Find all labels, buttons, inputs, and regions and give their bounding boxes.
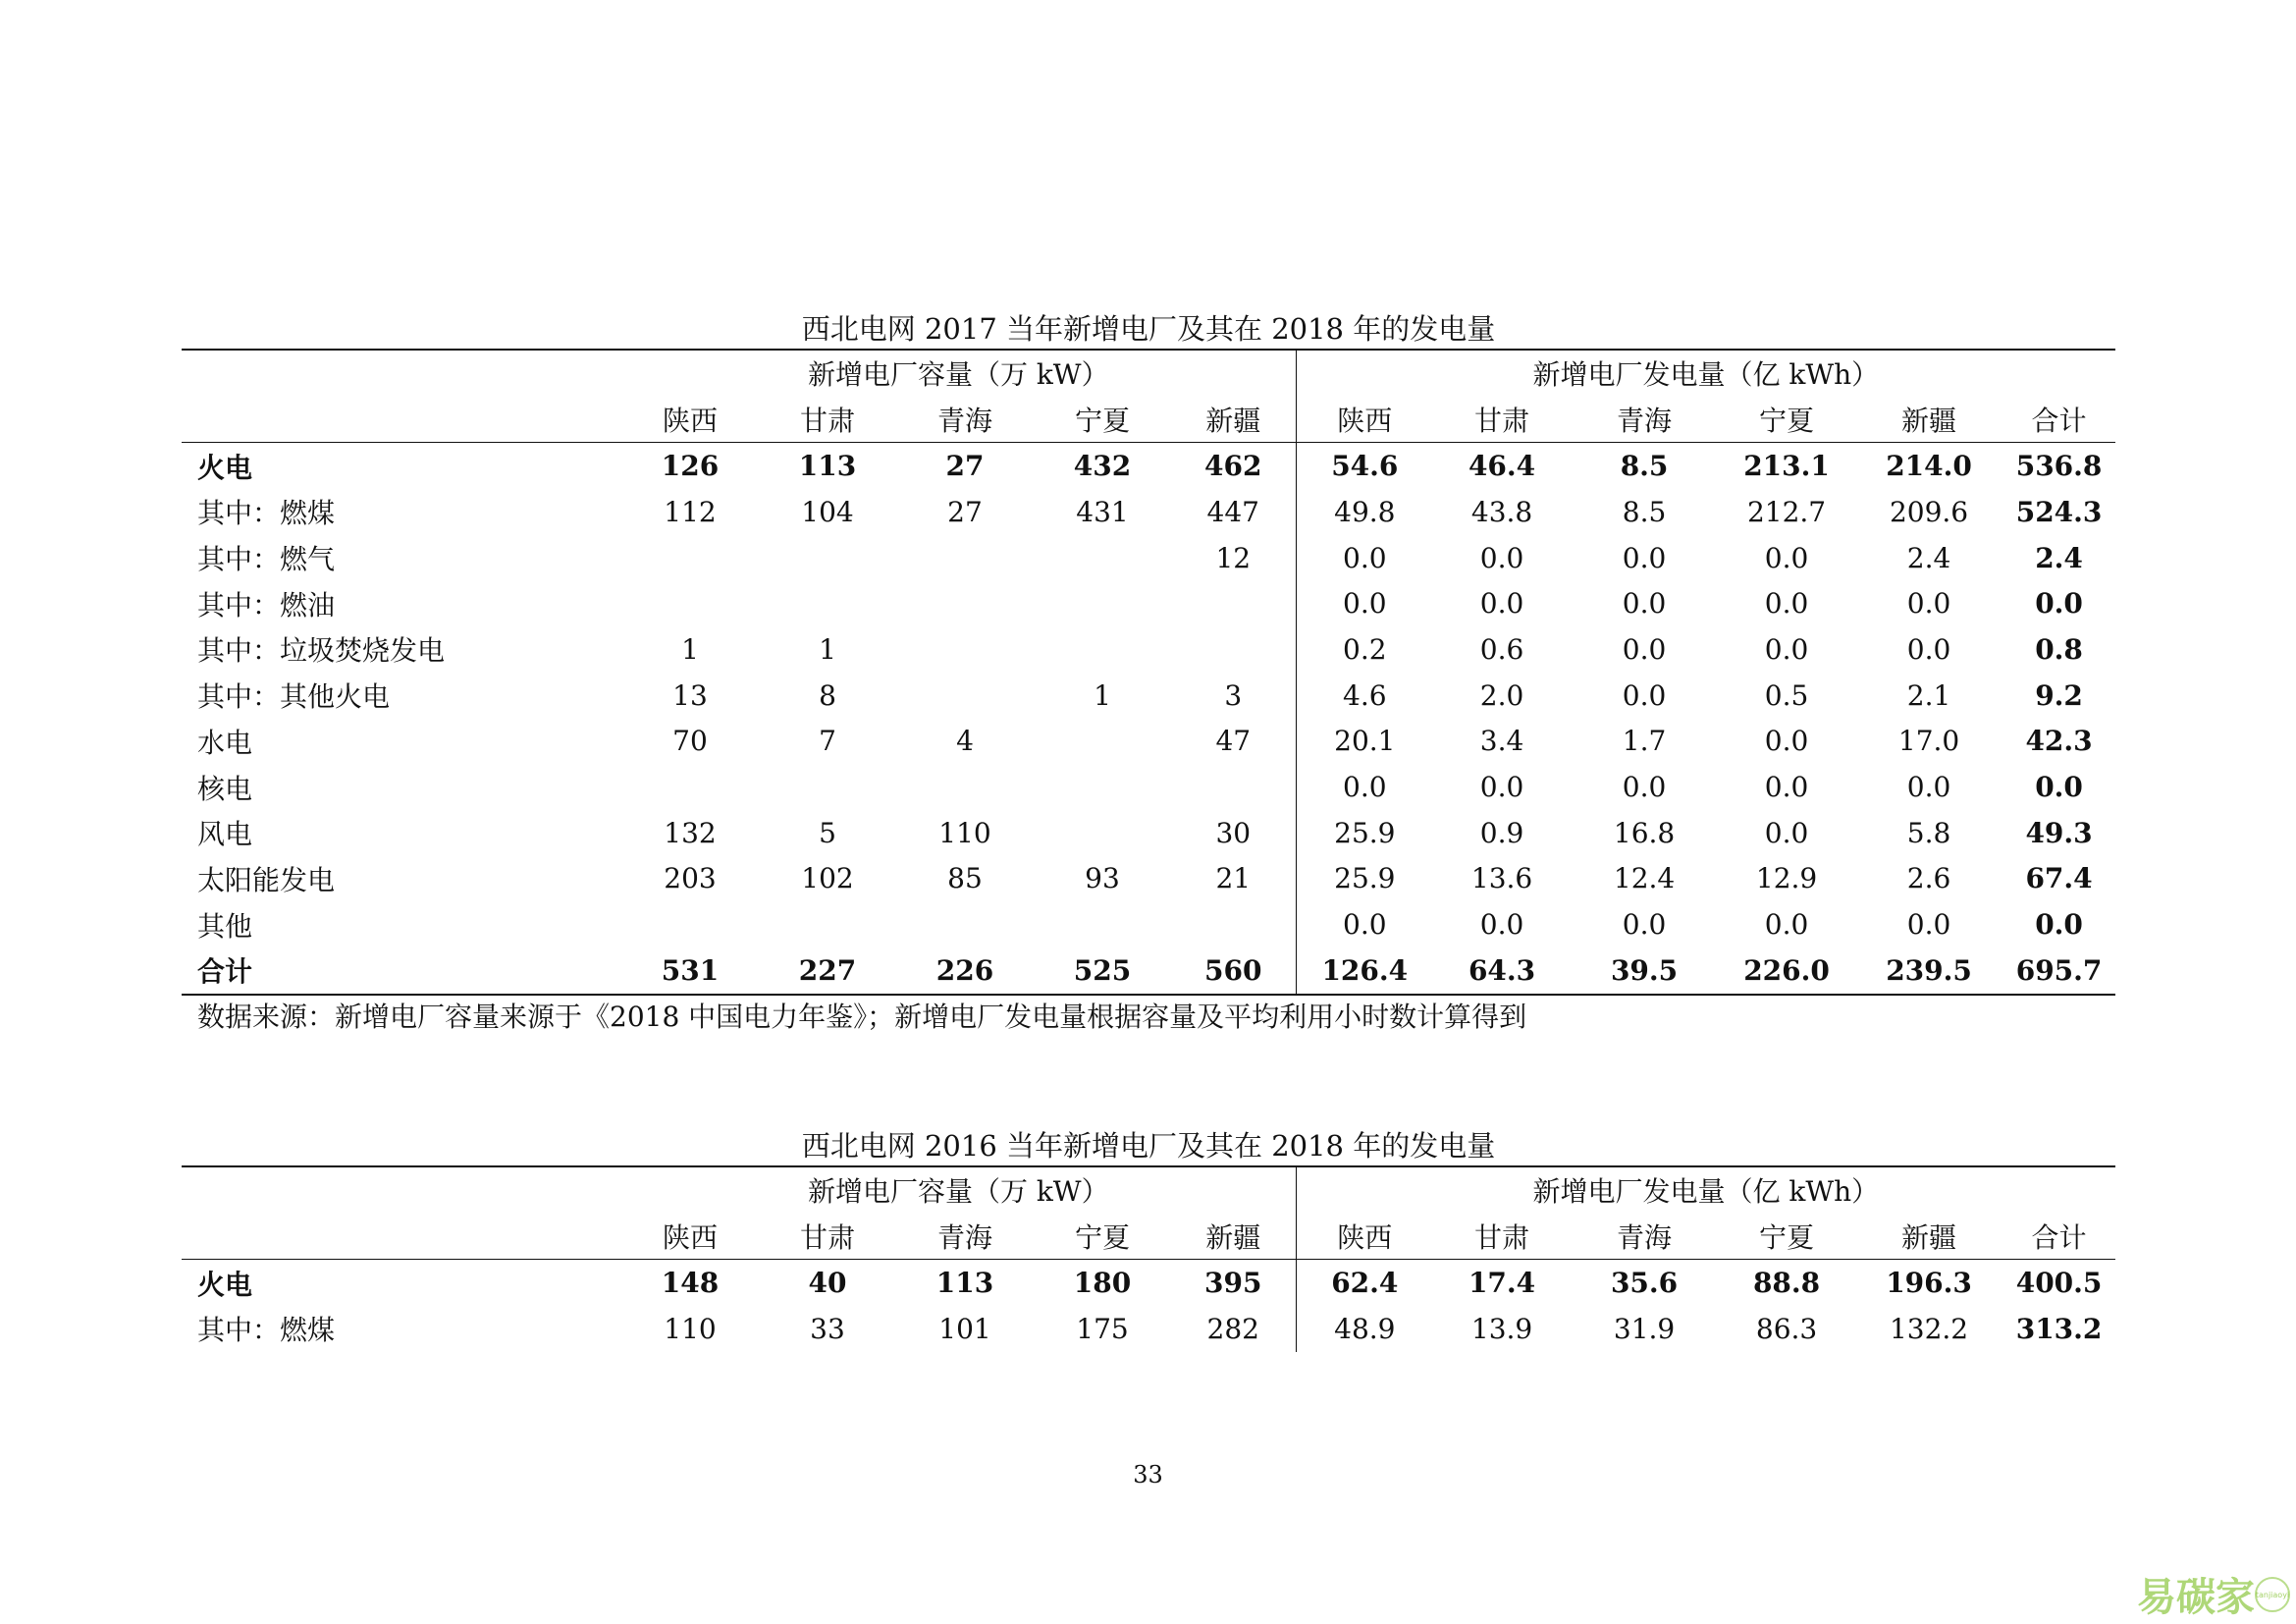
generation-cell: 0.0 bbox=[1906, 632, 1951, 666]
capacity-cell bbox=[1034, 901, 1171, 947]
generation-cell: 25.9 bbox=[1334, 816, 1396, 849]
generation-cell: 0.0 bbox=[1764, 632, 1809, 666]
generation-cell: 0.0 bbox=[1479, 541, 1524, 574]
generation-cell: 0.0 bbox=[1343, 908, 1387, 942]
total-cell: 9.2 bbox=[2035, 678, 2083, 712]
capacity-cell bbox=[621, 535, 759, 581]
capacity-cell: 8 bbox=[819, 678, 836, 712]
capacity-cell bbox=[896, 673, 1034, 719]
capacity-cell bbox=[896, 901, 1034, 947]
generation-cell: 13.6 bbox=[1470, 862, 1533, 895]
capacity-cell: 110 bbox=[664, 1312, 717, 1345]
generation-cell: 0.5 bbox=[1764, 678, 1809, 712]
column-header: 陕西 bbox=[621, 1214, 759, 1260]
generation-group-header: 新增电厂发电量（亿 kWh） bbox=[1296, 1166, 2115, 1214]
capacity-cell: 447 bbox=[1171, 489, 1296, 535]
generation-cell: 0.0 bbox=[1764, 541, 1809, 574]
generation-cell: 214.0 bbox=[1886, 450, 1972, 483]
total-cell: 536.8 bbox=[2015, 450, 2103, 483]
generation-cell: 43.8 bbox=[1470, 495, 1533, 528]
column-header: 新疆 bbox=[1855, 397, 2002, 443]
generation-cell: 0.0 bbox=[1764, 771, 1809, 804]
capacity-cell: 180 bbox=[1073, 1267, 1132, 1300]
generation-cell: 212.7 bbox=[1746, 495, 1827, 528]
column-header-row bbox=[182, 1214, 2115, 1260]
generation-cell: 88.8 bbox=[1752, 1267, 1821, 1300]
table-row bbox=[182, 810, 2115, 856]
generation-cell: 20.1 bbox=[1334, 725, 1396, 758]
generation-cell: 132.2 bbox=[1889, 1312, 1969, 1345]
row-label: 太阳能发电 bbox=[197, 863, 336, 896]
capacity-cell bbox=[1034, 535, 1171, 581]
generation-cell: 25.9 bbox=[1334, 862, 1396, 895]
column-header: 宁夏 bbox=[1718, 1214, 1855, 1260]
table-2016-block bbox=[182, 1128, 2115, 1352]
generation-cell: 48.9 bbox=[1334, 1312, 1396, 1345]
row-label: 其中：燃煤 bbox=[197, 1314, 336, 1347]
capacity-group-header: 新增电厂容量（万 kW） bbox=[621, 350, 1296, 397]
capacity-cell: 560 bbox=[1171, 947, 1296, 995]
capacity-cell: 126 bbox=[661, 450, 720, 483]
column-header-row bbox=[182, 397, 2115, 443]
capacity-cell: 27 bbox=[947, 495, 983, 528]
data-table bbox=[182, 1165, 2115, 1352]
capacity-cell bbox=[1034, 810, 1171, 856]
row-label: 核电 bbox=[197, 772, 253, 805]
capacity-cell: 47 bbox=[1171, 719, 1296, 765]
generation-cell: 0.0 bbox=[1764, 816, 1809, 849]
row-label: 其中：燃油 bbox=[197, 588, 336, 622]
total-cell: 313.2 bbox=[2015, 1312, 2103, 1345]
generation-cell: 196.3 bbox=[1886, 1267, 1972, 1300]
table-row bbox=[182, 673, 2115, 719]
generation-cell: 0.0 bbox=[1622, 771, 1667, 804]
capacity-cell: 132 bbox=[664, 816, 717, 849]
generation-cell: 8.5 bbox=[1622, 495, 1667, 528]
capacity-cell bbox=[1034, 626, 1171, 673]
generation-cell: 62.4 bbox=[1331, 1267, 1399, 1300]
generation-cell: 0.0 bbox=[1343, 771, 1387, 804]
generation-cell: 0.0 bbox=[1764, 725, 1809, 758]
total-cell: 49.3 bbox=[2025, 816, 2093, 849]
column-header: 新疆 bbox=[1171, 1214, 1296, 1260]
generation-cell: 0.0 bbox=[1622, 632, 1667, 666]
column-header: 宁夏 bbox=[1718, 397, 1855, 443]
generation-cell: 2.1 bbox=[1906, 678, 1951, 712]
capacity-cell bbox=[759, 764, 896, 810]
capacity-cell: 40 bbox=[808, 1267, 847, 1300]
total-cell: 695.7 bbox=[2002, 947, 2115, 995]
capacity-cell: 7 bbox=[819, 725, 836, 758]
generation-cell: 0.0 bbox=[1479, 587, 1524, 621]
row-label: 其中：垃圾焚烧发电 bbox=[197, 634, 446, 668]
generation-cell: 16.8 bbox=[1613, 816, 1676, 849]
table-row bbox=[182, 719, 2115, 765]
capacity-cell: 227 bbox=[759, 947, 896, 995]
capacity-cell: 104 bbox=[801, 495, 854, 528]
column-header: 新疆 bbox=[1171, 397, 1296, 443]
capacity-cell: 5 bbox=[819, 816, 836, 849]
column-header: 陕西 bbox=[621, 397, 759, 443]
generation-cell: 0.0 bbox=[1764, 587, 1809, 621]
column-header: 青海 bbox=[1571, 397, 1718, 443]
capacity-cell: 203 bbox=[664, 862, 717, 895]
table-row bbox=[182, 535, 2115, 581]
generation-cell: 64.3 bbox=[1433, 947, 1571, 995]
generation-cell: 31.9 bbox=[1613, 1312, 1676, 1345]
data-table bbox=[182, 349, 2115, 996]
capacity-cell: 110 bbox=[938, 816, 991, 849]
generation-cell: 126.4 bbox=[1296, 947, 1433, 995]
generation-cell: 1.7 bbox=[1622, 725, 1667, 758]
capacity-cell: 1 bbox=[819, 632, 836, 666]
generation-cell: 2.6 bbox=[1906, 862, 1951, 895]
capacity-cell: 531 bbox=[621, 947, 759, 995]
column-header: 甘肃 bbox=[759, 397, 896, 443]
group-header-row bbox=[182, 350, 2115, 397]
capacity-cell bbox=[1171, 764, 1296, 810]
capacity-cell: 12 bbox=[1171, 535, 1296, 581]
capacity-cell: 1 bbox=[1094, 678, 1111, 712]
generation-cell: 0.6 bbox=[1479, 632, 1524, 666]
row-label: 其他 bbox=[197, 909, 253, 943]
capacity-cell: 462 bbox=[1171, 443, 1296, 489]
table-row bbox=[182, 947, 2115, 995]
generation-cell: 0.0 bbox=[1343, 587, 1387, 621]
capacity-cell: 395 bbox=[1171, 1260, 1296, 1306]
table-row bbox=[182, 901, 2115, 947]
group-header-row bbox=[182, 1166, 2115, 1214]
capacity-cell: 112 bbox=[664, 495, 717, 528]
total-cell: 400.5 bbox=[2015, 1267, 2103, 1300]
capacity-cell: 70 bbox=[672, 725, 708, 758]
capacity-cell bbox=[759, 901, 896, 947]
capacity-cell: 175 bbox=[1076, 1312, 1129, 1345]
capacity-cell bbox=[896, 535, 1034, 581]
column-header: 甘肃 bbox=[759, 1214, 896, 1260]
total-cell: 67.4 bbox=[2025, 862, 2093, 895]
generation-cell: 39.5 bbox=[1571, 947, 1718, 995]
table-title: 西北电网 2017 当年新增电厂及其在 2018 年的发电量 bbox=[801, 312, 1496, 346]
capacity-cell: 30 bbox=[1171, 810, 1296, 856]
column-header: 新疆 bbox=[1855, 1214, 2002, 1260]
generation-cell: 213.1 bbox=[1743, 450, 1830, 483]
capacity-cell: 432 bbox=[1073, 450, 1132, 483]
generation-cell: 0.0 bbox=[1906, 908, 1951, 942]
column-header: 合计 bbox=[2002, 1214, 2115, 1260]
watermark-text: 易碳家 bbox=[2137, 1575, 2255, 1620]
capacity-group-header: 新增电厂容量（万 kW） bbox=[621, 1166, 1296, 1214]
generation-cell: 0.9 bbox=[1479, 816, 1524, 849]
capacity-cell: 1 bbox=[681, 632, 699, 666]
column-header: 青海 bbox=[896, 397, 1034, 443]
table-row bbox=[182, 764, 2115, 810]
table-row bbox=[182, 1306, 2115, 1352]
column-header: 青海 bbox=[1571, 1214, 1718, 1260]
generation-cell: 8.5 bbox=[1620, 450, 1669, 483]
generation-cell: 209.6 bbox=[1889, 495, 1969, 528]
generation-cell: 4.6 bbox=[1343, 678, 1387, 712]
table-row bbox=[182, 1260, 2115, 1306]
capacity-cell bbox=[621, 580, 759, 626]
generation-cell: 35.6 bbox=[1610, 1267, 1679, 1300]
total-cell: 0.0 bbox=[2035, 587, 2083, 621]
capacity-cell: 13 bbox=[672, 678, 708, 712]
capacity-cell: 113 bbox=[798, 450, 857, 483]
generation-cell: 2.4 bbox=[1906, 541, 1951, 574]
capacity-cell bbox=[1171, 580, 1296, 626]
generation-cell: 0.2 bbox=[1343, 632, 1387, 666]
capacity-cell: 27 bbox=[945, 450, 985, 483]
capacity-cell bbox=[759, 580, 896, 626]
generation-cell: 54.6 bbox=[1331, 450, 1399, 483]
capacity-cell bbox=[1034, 580, 1171, 626]
generation-cell: 0.0 bbox=[1906, 587, 1951, 621]
capacity-cell: 21 bbox=[1171, 856, 1296, 902]
capacity-cell: 102 bbox=[801, 862, 854, 895]
row-label: 其中：其他火电 bbox=[197, 680, 391, 714]
row-label: 合计 bbox=[182, 947, 621, 995]
generation-cell: 0.0 bbox=[1622, 587, 1667, 621]
capacity-cell: 148 bbox=[661, 1267, 720, 1300]
generation-cell: 226.0 bbox=[1718, 947, 1855, 995]
total-cell: 2.4 bbox=[2035, 541, 2083, 574]
generation-cell: 13.9 bbox=[1470, 1312, 1533, 1345]
total-cell: 0.0 bbox=[2035, 771, 2083, 804]
generation-cell: 0.0 bbox=[1479, 771, 1524, 804]
table-row bbox=[182, 443, 2115, 489]
table-row bbox=[182, 580, 2115, 626]
generation-cell: 0.0 bbox=[1622, 908, 1667, 942]
generation-cell: 239.5 bbox=[1855, 947, 2002, 995]
generation-cell: 86.3 bbox=[1755, 1312, 1818, 1345]
total-cell: 42.3 bbox=[2025, 725, 2093, 758]
generation-cell: 0.0 bbox=[1479, 908, 1524, 942]
row-label: 其中：燃气 bbox=[197, 543, 336, 576]
capacity-cell bbox=[759, 535, 896, 581]
generation-cell: 0.0 bbox=[1906, 771, 1951, 804]
generation-cell: 0.0 bbox=[1622, 678, 1667, 712]
column-header: 合计 bbox=[2002, 397, 2115, 443]
page-number: 33 bbox=[1133, 1461, 1163, 1489]
capacity-cell bbox=[1171, 626, 1296, 673]
capacity-cell bbox=[621, 901, 759, 947]
table-row bbox=[182, 489, 2115, 535]
capacity-cell: 282 bbox=[1171, 1306, 1296, 1352]
capacity-cell bbox=[896, 764, 1034, 810]
data-source-note: 数据来源：新增电厂容量来源于《2018 中国电力年鉴》；新增电厂发电量根据容量及平均利用小时数计算得到 bbox=[197, 1000, 1527, 1033]
column-header: 宁夏 bbox=[1034, 1214, 1171, 1260]
generation-cell: 3.4 bbox=[1479, 725, 1524, 758]
watermark-logo bbox=[2135, 1567, 2292, 1622]
generation-cell: 12.4 bbox=[1613, 862, 1676, 895]
capacity-cell: 113 bbox=[935, 1267, 994, 1300]
capacity-cell bbox=[1171, 901, 1296, 947]
table-row bbox=[182, 626, 2115, 673]
generation-cell: 12.9 bbox=[1755, 862, 1818, 895]
row-label: 火电 bbox=[197, 1268, 253, 1301]
generation-cell: 46.4 bbox=[1468, 450, 1536, 483]
row-label: 风电 bbox=[197, 818, 253, 851]
capacity-cell: 525 bbox=[1034, 947, 1171, 995]
capacity-cell bbox=[1034, 719, 1171, 765]
capacity-cell: 93 bbox=[1085, 862, 1120, 895]
column-header: 陕西 bbox=[1296, 1214, 1433, 1260]
generation-cell: 0.0 bbox=[1622, 541, 1667, 574]
column-header: 青海 bbox=[896, 1214, 1034, 1260]
generation-cell: 17.0 bbox=[1897, 725, 1960, 758]
row-label: 水电 bbox=[197, 726, 253, 759]
capacity-cell bbox=[896, 626, 1034, 673]
capacity-cell: 85 bbox=[947, 862, 983, 895]
table-row bbox=[182, 856, 2115, 902]
capacity-cell bbox=[621, 764, 759, 810]
row-label: 其中：燃煤 bbox=[197, 497, 336, 530]
table-title: 西北电网 2016 当年新增电厂及其在 2018 年的发电量 bbox=[801, 1129, 1496, 1163]
capacity-cell: 101 bbox=[938, 1312, 991, 1345]
capacity-cell: 431 bbox=[1076, 495, 1129, 528]
generation-cell: 49.8 bbox=[1334, 495, 1396, 528]
total-cell: 524.3 bbox=[2015, 495, 2103, 528]
column-header: 甘肃 bbox=[1433, 1214, 1571, 1260]
capacity-cell bbox=[896, 580, 1034, 626]
column-header: 宁夏 bbox=[1034, 397, 1171, 443]
generation-cell: 5.8 bbox=[1906, 816, 1951, 849]
watermark-subtext: tanjiaoyi bbox=[2255, 1591, 2290, 1599]
total-cell: 0.8 bbox=[2035, 632, 2083, 666]
generation-cell: 0.0 bbox=[1343, 541, 1387, 574]
total-cell: 0.0 bbox=[2035, 908, 2083, 942]
generation-cell: 2.0 bbox=[1479, 678, 1524, 712]
generation-cell: 17.4 bbox=[1468, 1267, 1536, 1300]
capacity-cell: 4 bbox=[956, 725, 974, 758]
generation-group-header: 新增电厂发电量（亿 kWh） bbox=[1296, 350, 2115, 397]
generation-cell: 0.0 bbox=[1764, 908, 1809, 942]
row-label: 火电 bbox=[197, 451, 253, 484]
column-header: 甘肃 bbox=[1433, 397, 1571, 443]
capacity-cell: 226 bbox=[896, 947, 1034, 995]
capacity-cell: 3 bbox=[1171, 673, 1296, 719]
column-header: 陕西 bbox=[1296, 397, 1433, 443]
capacity-cell: 33 bbox=[810, 1312, 845, 1345]
table-2017-block bbox=[182, 311, 2115, 1037]
capacity-cell bbox=[1034, 764, 1171, 810]
